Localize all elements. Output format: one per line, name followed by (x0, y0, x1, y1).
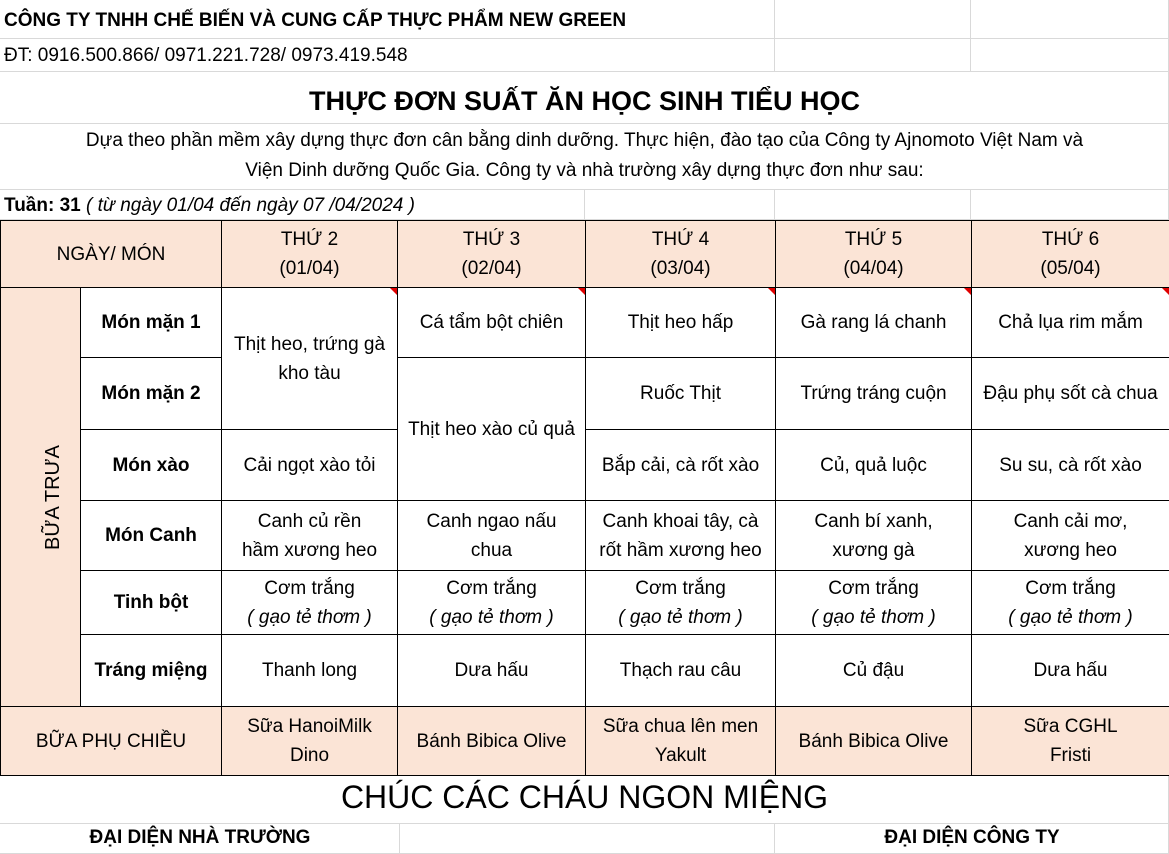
dish-line: Canh ngao nấu (426, 510, 557, 532)
dish-line: Sữa chua lên men (602, 716, 759, 737)
intro-line-2: Viện Dinh dưỡng Quốc Gia. Công ty và nhà trường xây dựng thực đơn như sau: (245, 160, 924, 181)
comment-marker-icon[interactable] (1162, 288, 1169, 295)
dish-text: Dưa hấu (454, 660, 529, 681)
dish-text: Củ đậu (842, 660, 905, 681)
cell-fri-tinhbot[interactable] (972, 571, 1169, 635)
dish-line: xương gà (832, 539, 915, 561)
dish-text: Đậu phụ sốt cà chua (983, 383, 1158, 404)
day-name: THỨ 4 (651, 229, 710, 250)
snack-label: BỮA PHỤ CHIỀU (35, 730, 187, 752)
cell-tue-man2-xao[interactable] (398, 358, 586, 501)
dish-line: Canh khoai tây, cà (602, 510, 759, 532)
cell-fri-snack[interactable] (972, 707, 1169, 776)
dish-line: hầm xương heo (241, 539, 378, 561)
cell-mon-xao[interactable] (222, 430, 398, 501)
dish-text: Cải ngọt xào tỏi (243, 454, 376, 476)
dish-line: Canh cải mơ, (1013, 510, 1128, 532)
dish-text: Bắp cải, cà rốt xào (601, 454, 760, 476)
cell-fri-canh[interactable] (972, 501, 1169, 571)
row-label-text: Tráng miệng (94, 660, 208, 681)
day-name: THỨ 5 (844, 229, 903, 250)
grid-cell[interactable] (585, 190, 775, 220)
cell-mon-canh[interactable] (222, 501, 398, 571)
grid-cell[interactable] (775, 190, 971, 220)
cell-thu-man2[interactable] (776, 358, 972, 430)
dish-line: Dino (289, 745, 330, 766)
table-row-tinhbot (1, 571, 1169, 635)
day-date: (02/04) (461, 258, 522, 279)
day-name: THỨ 3 (462, 229, 521, 250)
dish-note: ( gạo tẻ thơm ) (1008, 606, 1133, 628)
day-name: THỨ 2 (280, 229, 339, 250)
cell-fri-xao[interactable] (972, 430, 1169, 501)
dish-line: Sữa CGHL (1023, 716, 1118, 737)
cell-thu-tinhbot[interactable] (776, 571, 972, 635)
day-name: THỨ 6 (1041, 229, 1100, 250)
cell-mon-trangmieng[interactable] (222, 635, 398, 707)
day-date: (05/04) (1040, 258, 1101, 279)
cell-tue-tinhbot[interactable] (398, 571, 586, 635)
dish-line: Canh củ rền (257, 510, 362, 532)
dish-line: Cơm trắng (264, 577, 355, 599)
row-label-man2[interactable] (81, 358, 222, 430)
row-label-tinhbot[interactable] (81, 571, 222, 635)
dish-line: Bánh Bibica Olive (798, 730, 949, 752)
cell-wed-canh[interactable] (586, 501, 776, 571)
dish-text: Gà rang lá chanh (800, 312, 947, 333)
dish-line: kho tàu (278, 362, 341, 384)
day-header-tue[interactable] (398, 221, 586, 288)
dish-text: Su su, cà rốt xào (999, 454, 1142, 476)
dish-note: ( gạo tẻ thơm ) (811, 606, 936, 628)
dish-text: Trứng tráng cuộn (800, 383, 947, 404)
grid-cell[interactable] (971, 0, 1169, 39)
cell-wed-tinhbot[interactable] (586, 571, 776, 635)
table-row-xao (1, 430, 1169, 501)
row-label-text: Món Canh (105, 525, 197, 546)
menu-table (0, 220, 1169, 776)
grid-cell[interactable] (971, 39, 1169, 72)
dish-line: xương heo (1024, 539, 1117, 561)
signature-company: ĐẠI DIỆN CÔNG TY (884, 827, 1060, 848)
dish-line: chua (470, 539, 513, 561)
row-label-canh[interactable] (81, 501, 222, 571)
snack-label-cell[interactable] (1, 707, 222, 776)
cell-wed-trangmieng[interactable] (586, 635, 776, 707)
company-name: CÔNG TY TNHH CHẾ BIẾN VÀ CUNG CẤP THỰC PHẨM NEW GREEN (4, 10, 627, 31)
cell-tue-trangmieng[interactable] (398, 635, 586, 707)
comment-marker-icon[interactable] (964, 288, 971, 295)
row-label-text: Món mặn 1 (101, 312, 201, 333)
cell-tue-canh[interactable] (398, 501, 586, 571)
row-label-man1[interactable] (81, 288, 222, 358)
dish-line: Cơm trắng (635, 577, 726, 599)
cell-thu-canh[interactable] (776, 501, 972, 571)
dish-line: Bánh Bibica Olive (416, 730, 567, 752)
dish-text: Dưa hấu (1033, 660, 1108, 681)
dish-text: Thịt heo xào củ quả (408, 418, 575, 440)
grid-cell[interactable] (775, 39, 971, 72)
week-range: ( từ ngày 01/04 đến ngày 07 /04/2024 ) (86, 195, 415, 216)
comment-marker-icon[interactable] (390, 288, 397, 295)
cell-thu-man1[interactable] (776, 288, 972, 358)
week-label: Tuần: 31 (4, 195, 81, 216)
dish-text: Cá tẩm bột chiên (419, 312, 564, 333)
cell-thu-snack[interactable] (776, 707, 972, 776)
comment-marker-icon[interactable] (578, 288, 585, 295)
cell-tue-snack[interactable] (398, 707, 586, 776)
cell-mon-tinhbot[interactable] (222, 571, 398, 635)
cell-fri-man2[interactable] (972, 358, 1169, 430)
row-label-text: Món xào (112, 454, 190, 476)
header-row (1, 221, 1169, 288)
dish-line: Sữa HanoiMilk (247, 716, 372, 737)
table-row-man1 (1, 288, 1169, 358)
dish-line: Fristi (1049, 745, 1092, 766)
cell-wed-snack[interactable] (586, 707, 776, 776)
dish-text: Thanh long (261, 660, 358, 681)
dish-line: Cơm trắng (1025, 577, 1116, 599)
cell-wed-man2[interactable] (586, 358, 776, 430)
dish-note: ( gạo tẻ thơm ) (247, 606, 372, 628)
day-header-wed[interactable] (586, 221, 776, 288)
cell-tue-man1[interactable] (398, 288, 586, 358)
comment-marker-icon[interactable] (768, 288, 775, 295)
dish-note: ( gạo tẻ thơm ) (429, 606, 554, 628)
week-info (4, 195, 415, 217)
closing-message: CHÚC CÁC CHÁU NGON MIỆNG (340, 779, 829, 815)
lunch-label-cell[interactable] (1, 288, 81, 707)
day-date: (03/04) (650, 258, 711, 279)
dish-line: Yakult (654, 745, 707, 766)
dish-line: Canh bí xanh, (814, 510, 933, 532)
signature-school: ĐẠI DIỆN NHÀ TRƯỜNG (89, 827, 311, 848)
table-row-snack (1, 707, 1169, 776)
company-phone: ĐT: 0916.500.866/ 0971.221.728/ 0973.419.548 (4, 45, 408, 66)
dish-text: Chả lụa rim mắm (998, 312, 1143, 333)
grid-cell[interactable] (971, 190, 1169, 220)
row-label-text: Tinh bột (113, 592, 189, 613)
table-row-canh (1, 501, 1169, 571)
cell-thu-trangmieng[interactable] (776, 635, 972, 707)
intro-line-1: Dựa theo phần mềm xây dựng thực đơn cân bằng dinh dưỡng. Thực hiện, đào tạo của Công ty Ajnomoto Việt Nam và (85, 130, 1084, 151)
dish-line: Cơm trắng (446, 577, 537, 599)
dish-line: rốt hầm xương heo (599, 539, 762, 561)
cell-thu-xao[interactable] (776, 430, 972, 501)
cell-wed-xao[interactable] (586, 430, 776, 501)
day-date: (01/04) (279, 258, 340, 279)
cell-mon-man12[interactable] (222, 288, 398, 430)
day-header-thu[interactable] (776, 221, 972, 288)
grid-cell[interactable] (400, 824, 775, 854)
table-row-trangmieng (1, 635, 1169, 707)
grid-cell[interactable] (775, 0, 971, 39)
cell-mon-snack[interactable] (222, 707, 398, 776)
dish-text: Thạch rau câu (619, 660, 742, 681)
dish-note: ( gạo tẻ thơm ) (618, 606, 743, 628)
cell-fri-man1[interactable] (972, 288, 1169, 358)
corner-header[interactable] (1, 221, 222, 288)
lunch-label: BỮA TRƯA (41, 444, 64, 550)
dish-text: Củ, quả luộc (820, 454, 927, 476)
day-header-fri[interactable] (972, 221, 1169, 288)
table-row-man2 (1, 358, 1169, 430)
dish-line: Cơm trắng (828, 577, 919, 599)
day-header-mon[interactable] (222, 221, 398, 288)
dish-text: Thịt heo hấp (627, 312, 734, 333)
corner-label: NGÀY/ MÓN (56, 243, 166, 265)
page-title: THỰC ĐƠN SUẤT ĂN HỌC SINH TIỂU HỌC (309, 86, 860, 116)
row-label-xao[interactable] (81, 430, 222, 501)
row-label-trangmieng[interactable] (81, 635, 222, 707)
row-label-text: Món mặn 2 (101, 383, 201, 404)
dish-line: Thịt heo, trứng gà (233, 333, 386, 355)
cell-wed-man1[interactable] (586, 288, 776, 358)
dish-text: Ruốc Thịt (640, 383, 721, 404)
day-date: (04/04) (843, 258, 904, 279)
cell-fri-trangmieng[interactable] (972, 635, 1169, 707)
